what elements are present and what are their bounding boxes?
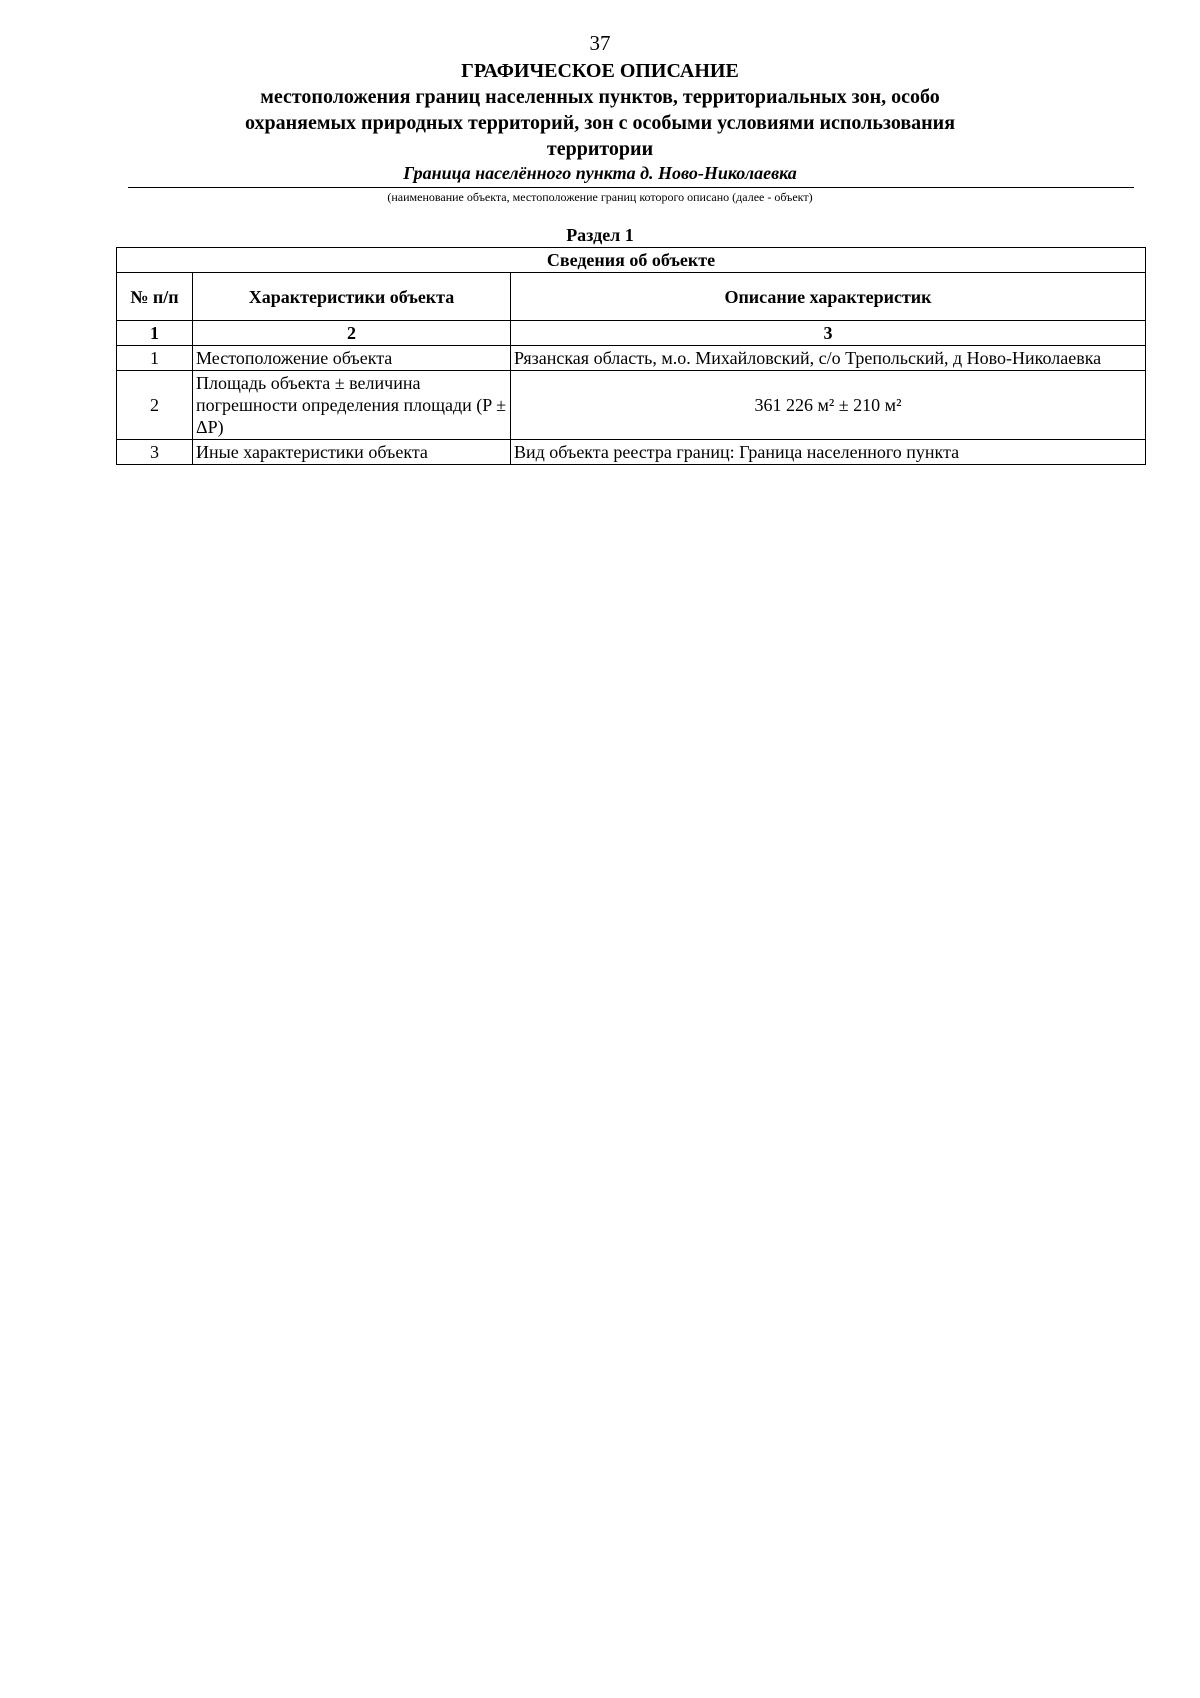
column-number-1: 1: [117, 321, 193, 346]
column-header-number: № п/п: [117, 273, 193, 321]
table-header-row: [117, 273, 1146, 321]
document-subtitle: местоположения границ населенных пунктов, территориальных зон, особо охраняемых природных территорий, зон с особыми условиями использования территории: [244, 86, 956, 160]
section-title: Раздел 1: [566, 225, 634, 245]
row-characteristic: Иные характеристики объекта: [193, 440, 511, 465]
row-description: 361 226 м² ± 210 м²: [511, 371, 1146, 440]
row-number: 3: [117, 440, 193, 465]
page-number: 37: [589, 31, 611, 55]
object-caption: (наименование объекта, местоположение границ которого описано (далее - объект): [387, 190, 813, 204]
table-column-numbers-row: [117, 321, 1146, 346]
object-info-table: [116, 247, 1146, 465]
document-title: ГРАФИЧЕСКОЕ ОПИСАНИЕ: [461, 60, 739, 82]
row-characteristic: Площадь объекта ± величина погрешности определения площади (P ± ΔP): [193, 371, 511, 440]
object-name: Граница населённого пункта д. Ново-Николаевка: [403, 163, 797, 183]
row-description: Вид объекта реестра границ: Граница населенного пункта: [511, 440, 1146, 465]
table-row: [117, 440, 1146, 465]
column-number-3: 3: [511, 321, 1146, 346]
table-caption: Сведения об объекте: [117, 248, 1146, 273]
column-header-description: Описание характеристик: [511, 273, 1146, 321]
table-caption-row: [117, 248, 1146, 273]
column-number-2: 2: [193, 321, 511, 346]
row-number: 1: [117, 346, 193, 371]
object-name-underline: [128, 187, 1134, 188]
table-row: [117, 346, 1146, 371]
table-row: [117, 371, 1146, 440]
column-header-characteristic: Характеристики объекта: [193, 273, 511, 321]
row-description: Рязанская область, м.о. Михайловский, с/о Трепольский, д Ново-Николаевка: [511, 346, 1146, 371]
row-characteristic: Местоположение объекта: [193, 346, 511, 371]
row-number: 2: [117, 371, 193, 440]
